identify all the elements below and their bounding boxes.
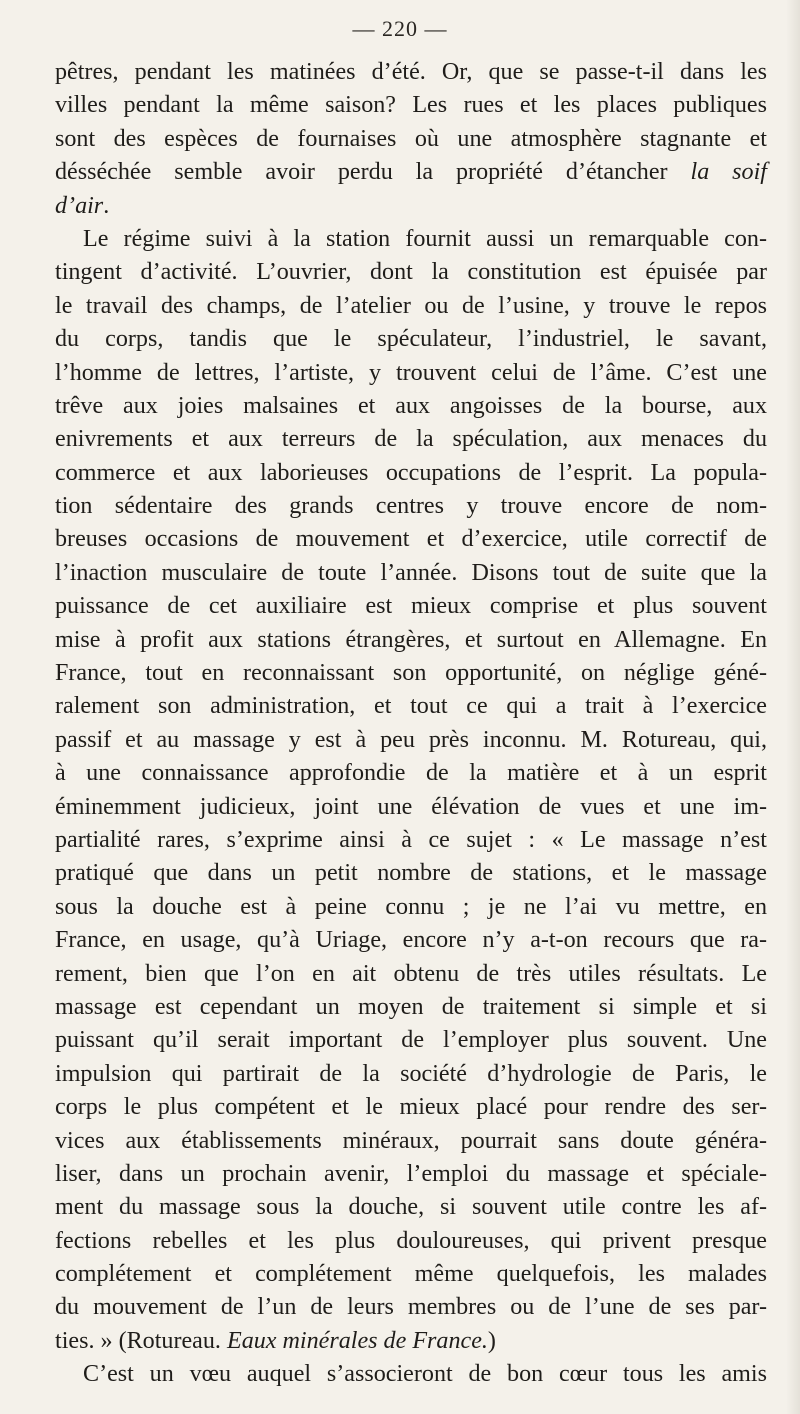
text-fragment: désséchée semble avoir perdu la propriété d’étancher (55, 159, 668, 186)
italic-phrase: d’air (55, 192, 104, 219)
text-line (55, 156, 767, 189)
text-line: sous la douche est à peine connu ; je ne l’ai vu mettre, en (55, 893, 767, 920)
text-line: massage est cependant un moyen de traitement si simple et si (55, 993, 767, 1020)
text-line: ralement son administration, et tout ce qui a trait à l’exercice (55, 693, 767, 720)
text-line: le travail des champs, de l’atelier ou de l’usine, y trouve le repos (55, 292, 767, 319)
page-edge-shadow (786, 0, 800, 1414)
text-line: partialité rares, s’exprime ainsi à ce sujet : « Le massage n’est (55, 826, 767, 853)
text-line: breuses occasions de mouvement et d’exercice, utile correctif de (55, 526, 767, 553)
italic-phrase: la soif (690, 159, 767, 186)
text-line: puissance de cet auxiliaire est mieux comprise et plus souvent (55, 593, 767, 620)
text-line (55, 1325, 767, 1358)
text-line: complétement et complétement même quelquefois, les malades (55, 1261, 767, 1288)
text-line: corps le plus compétent et le mieux placé pour rendre des ser- (55, 1094, 767, 1121)
body-text (55, 56, 767, 1392)
text-line: C’est un vœu auquel s’associeront de bon cœur tous les amis (83, 1361, 767, 1388)
text-line: du corps, tandis que le spéculateur, l’industriel, le savant, (55, 326, 767, 353)
text-line: tion sédentaire des grands centres y trouve encore de nom- (55, 493, 767, 520)
text-line: pratiqué que dans un petit nombre de stations, et le massage (55, 860, 767, 887)
text-line: sont des espèces de fournaises où une atmosphère stagnante et (55, 125, 767, 152)
text-fragment: . (103, 192, 110, 219)
text-line: puissant qu’il serait important de l’employer plus souvent. Une (55, 1027, 767, 1054)
text-line: vices aux établissements minéraux, pourrait sans doute généra- (55, 1127, 767, 1154)
text-line: éminemment judicieux, joint une élévation de vues et une im- (55, 793, 767, 820)
text-line: liser, dans un prochain avenir, l’emploi du massage et spéciale- (55, 1160, 767, 1187)
text-line: l’homme de lettres, l’artiste, y trouvent celui de l’âme. C’est une (55, 359, 767, 386)
text-line: France, tout en reconnaissant son opportunité, on néglige géné- (55, 660, 767, 687)
text-line: mise à profit aux stations étrangères, et surtout en Allemagne. En (55, 626, 767, 653)
text-line: l’inaction musculaire de toute l’année. Disons tout de suite que la (55, 559, 767, 586)
text-line: ment du massage sous la douche, si souvent utile contre les af- (55, 1194, 767, 1221)
page-number-header: — 220 — (352, 16, 448, 41)
text-line: Le régime suivi à la station fournit aussi un remarquable con- (83, 225, 767, 252)
text-line: à une connaissance approfondie de la matière et à un esprit (55, 760, 767, 787)
text-line: trêve aux joies malsaines et aux angoisses de la bourse, aux (55, 392, 767, 419)
text-line (55, 190, 767, 223)
text-fragment: ) (487, 1327, 496, 1354)
italic-citation: Eaux minérales de France. (226, 1327, 488, 1354)
text-line: enivrements et aux terreurs de la spéculation, aux menaces du (55, 426, 767, 453)
text-line: villes pendant la même saison? Les rues et les places publiques (55, 92, 767, 119)
text-line: du mouvement de l’un de leurs membres ou de l’une de ses par- (55, 1294, 767, 1321)
text-line: rement, bien que l’on en ait obtenu de très utiles résultats. Le (55, 960, 767, 987)
text-line: impulsion qui partirait de la société d’hydrologie de Paris, le (55, 1060, 767, 1087)
text-line: passif et au massage y est à peu près inconnu. M. Rotureau, qui, (55, 726, 767, 753)
text-line: fections rebelles et les plus douloureuses, qui privent presque (55, 1227, 767, 1254)
text-line: pêtres, pendant les matinées d’été. Or, que se passe-t-il dans les (55, 59, 767, 85)
text-line: commerce et aux laborieuses occupations de l’esprit. La popula- (55, 459, 767, 486)
text-line: tingent d’activité. L’ouvrier, dont la constitution est épuisée par (55, 259, 767, 286)
text-fragment: ties. » (Rotureau. (55, 1327, 221, 1354)
text-line: France, en usage, qu’à Uriage, encore n’y a-t-on recours que ra- (55, 927, 767, 954)
